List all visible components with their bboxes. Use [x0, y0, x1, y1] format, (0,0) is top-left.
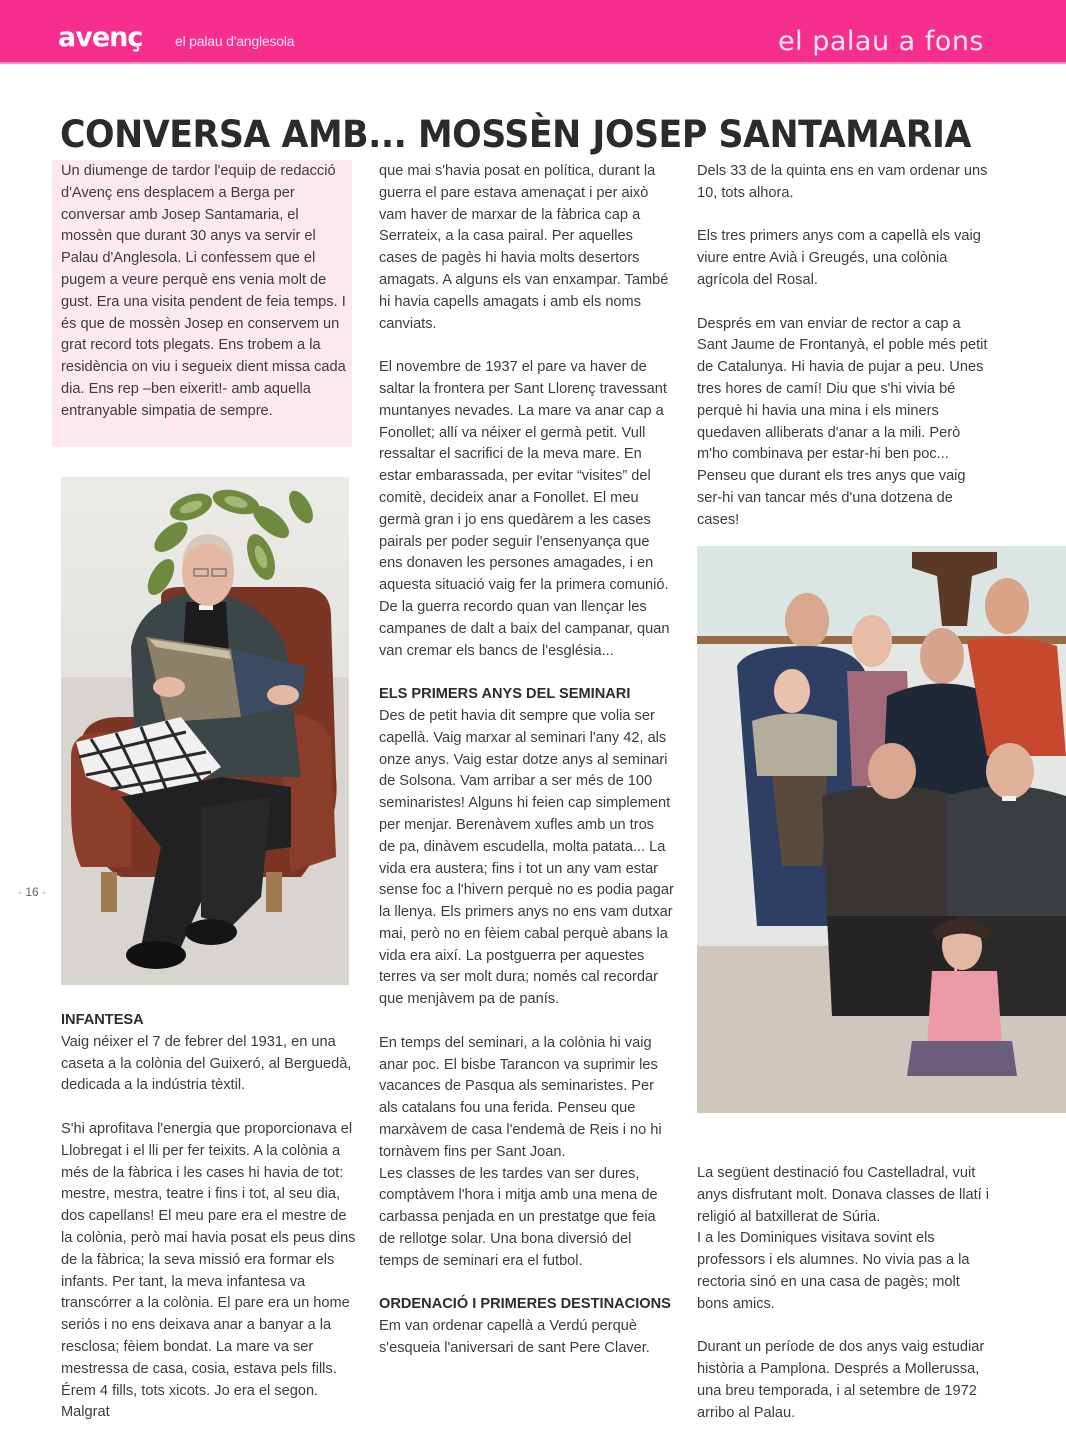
section-heading-ordenacio: ORDENACIÓ I PRIMERES DESTINACIONS [379, 1296, 671, 1313]
paragraph: Vaig néixer el 7 de febrer del 1931, en una caseta a la colònia del Guixeró, al Berguedà, dedicada a la indústria tèxtil. [61, 1033, 352, 1094]
paragraph: La següent destinació fou Castelladral, vuit anys disfrutant molt. Donava classes de llatí i religió al batxillerat de Súria. [697, 1165, 990, 1225]
column-2-text [379, 161, 674, 1360]
photo-group [697, 546, 1066, 1113]
masthead-bar [0, 0, 1066, 64]
article-title: CONVERSA AMB... MOSSÈN JOSEP SANTAMARIA [60, 112, 971, 156]
page-number: · 16 · [18, 885, 47, 899]
column-1-text [61, 1010, 356, 1424]
paragraph: que mai s'havia posat en política, durant la guerra el pare estava amenaçat i per això vam haver de marxar de la fàbrica cap a Serrateix, a la casa pairal. Per aquelles cases de pagès hi havia molts desertors amagats. A alguns els van enxampar. També hi havia capells amagats i amb els noms canviats. [379, 163, 669, 332]
photo-priest-reading [61, 477, 349, 985]
paragraph: Em van ordenar capellà a Verdú perquè s'esqueia l'aniversari de sant Pere Claver. [379, 1318, 650, 1357]
paragraph: Després em van enviar de rector a cap a Sant Jaume de Frontanyà, el poble més petit de Catalunya. Hi havia de pujar a peu. Unes tres hores de camí! Diu que s'hi vivia bé perquè hi havia una mina i els miners quedaven alliberats d'anar a la mili. Però m'ho combinava per estar-hi ben poc... Penseu que durant els tres anys que vaig ser-hi van tancar més d'una dotzena de cases! [697, 315, 988, 528]
photo-group-illustration [697, 546, 1066, 1113]
column-3-text-top [697, 161, 989, 532]
paragraph: Les classes de les tardes van ser dures, comptàvem l'hora i mitja amb una mena de carbassa penjada en un prestatge que feia de rellotge solar. Una bona diversió del temps de seminari era el futbol. [379, 1165, 658, 1269]
paragraph: Dels 33 de la quinta ens en vam ordenar uns 10, tots alhora. [697, 163, 988, 201]
intro-box: Un diumenge de tardor l'equip de redacció d'Avenç ens desplacem a Berga per conversar amb Josep Santamaria, el mossèn que durant 30 anys va servir el Palau d'Anglesola. Li confessem que el pugem a veure perquè ens venia molt de gust. Era una visita pendent de feia temps. I és que de mossèn Josep en conservem un grat record tots plegats. Ens trobem a la residència on viu i segueix dient missa cada dia. Ens rep –ben eixerit!- amb aquella entranyable simpatia de sempre. [52, 160, 352, 447]
paragraph: I a les Dominiques visitava sovint els professors i els alumnes. No vivia pas a la rectoria sinó en una casa de pagès; molt bons amics. [697, 1230, 970, 1312]
paragraph: S'hi aprofitava l'energia que proporcionava el Llobregat i el lli per fer teixits. A la colònia a més de la fàbrica i les cases hi havia de tot: mestre, mestra, teatre i fins i tot, al seu dia, dos capellans! El meu pare era el mestre de la colònia, però mai havia posat els peus dins de la fàbrica; la seva missió era formar els infants. Per tant, la meva infantesa va transcórrer a la colònia. El pare era un home seriós i no ens deixava anar a banyar a la resclosa; fèiem bondat. La mare va ser mestressa de casa, cosia, estava pels fills. Érem 4 fills, tots xicots. Jo era el segon. Malgrat [61, 1120, 356, 1421]
paragraph: El novembre de 1937 el pare va haver de saltar la frontera per Sant Llorenç travessant muntanyes nevades. La mare va anar cap a Fonollet; allí va néixer el germà petit. Vull ressaltar el sacrifici de la meva mare. En estar embarassada, per evitar “visites” del comitè, decideix anar a Fonollet. El meu germà gran i jo ens quedàrem a les cases pairals per poder seguir l'ensenyança que ens donaven les persones amagades, i en aquesta situació vaig fer la primera comunió. De la guerra recordo quan van llençar les campanes de dalt a baix del campanar, quan van cremar els bancs de l'església... [379, 359, 670, 659]
section-heading-infantesa: INFANTESA [61, 1012, 144, 1028]
paragraph: Des de petit havia dit sempre que volia ser capellà. Vaig marxar al seminari l'any 42, als onze anys. Vaig estar dotze anys al seminari de Solsona. Vam arribar a ser més de 100 seminaristes! Alguns hi feien cap simplement per menjar. Berenàvem xufles amb un tros de pa, dinàvem escudella, molta patata... La vida era austera; fins i tot un any vam estar sense foc a l'hivern perquè no es podia pagar la llenya. Els primers anys no ens vam dutxar mai, però no en fèiem cabal perquè abans la vida era així. La postguerra per aquestes terres va ser molt dura; només cal recordar que menjàvem pa de panís. [379, 707, 674, 1008]
paragraph: Durant un període de dos anys vaig estudiar història a Pamplona. Després a Mollerussa, una breu temporada, i al setembre de 1972 arribo al Palau. [697, 1339, 985, 1421]
logo-subtitle: el palau d'anglesola [175, 33, 295, 49]
column-3-text-bottom [697, 1163, 989, 1425]
section-heading-seminari: ELS PRIMERS ANYS DEL SEMINARI [379, 686, 631, 703]
photo-priest-reading-illustration [61, 477, 349, 985]
paragraph: En temps del seminari, a la colònia hi vaig anar poc. El bisbe Tarancon va suprimir les vacances de Pasqua als seminaristes. Per als catalans fou una ferida. Penseu que marxàvem de casa l'endemà de Reis i no hi tornàvem fins per Sant Joan. [379, 1034, 662, 1160]
avenc-logo: avenç [58, 22, 143, 53]
section-name: el palau a fons [778, 26, 984, 57]
paragraph: Els tres primers anys com a capellà els vaig viure entre Avià i Greugés, una colònia agrícola del Rosal. [697, 228, 981, 288]
